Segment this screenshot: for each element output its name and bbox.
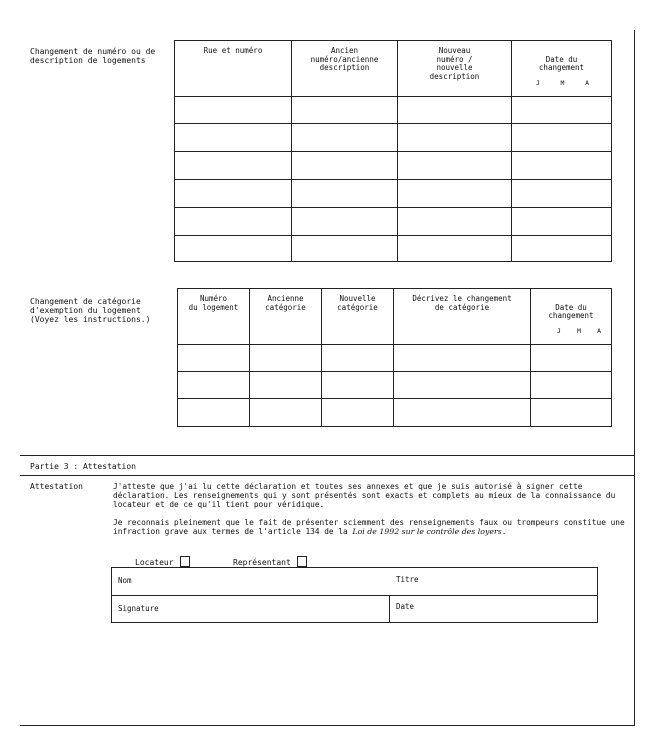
header-nouvelle-categorie: Nouvelle catégorie (322, 289, 394, 345)
attestation-paragraph-2 (113, 518, 633, 536)
signature-box-divider (112, 595, 597, 596)
header-numero-logement: Numéro du logement (178, 289, 250, 345)
table-row (178, 371, 612, 398)
locateur-option (135, 556, 190, 567)
date-label: Date (396, 602, 415, 611)
header-rue-numero: Rue et numéro (175, 41, 292, 97)
cell[interactable] (292, 151, 398, 179)
signature-box (111, 567, 598, 623)
cell[interactable] (512, 151, 612, 179)
header-date-changement-2 (531, 289, 612, 345)
signature-box-vertical (389, 595, 390, 623)
header-date-changement (512, 41, 612, 97)
cell[interactable] (178, 398, 250, 426)
cell[interactable] (398, 96, 512, 123)
cell[interactable] (175, 96, 292, 123)
cell[interactable] (531, 344, 612, 371)
header-date-text: Date du changement (538, 54, 585, 72)
header-decrivez: Décrivez le changement de catégorie (394, 289, 531, 345)
cell[interactable] (512, 235, 612, 261)
cell[interactable] (512, 96, 612, 123)
cell[interactable] (398, 207, 512, 235)
attestation-label: Attestation (30, 482, 83, 491)
cell[interactable] (531, 398, 612, 426)
titre-field[interactable] (396, 575, 596, 593)
cell[interactable] (178, 371, 250, 398)
cell[interactable] (250, 371, 322, 398)
section2-label: Changement de catégorie d'exemption du logement (Voyez les instructions.) (30, 297, 151, 324)
part3-top-rule (20, 455, 635, 456)
cell[interactable] (292, 207, 398, 235)
locateur-checkbox[interactable] (180, 556, 190, 567)
cell[interactable] (292, 235, 398, 261)
cell[interactable] (292, 96, 398, 123)
cell[interactable] (175, 179, 292, 207)
locateur-label: Locateur (135, 558, 174, 567)
cell[interactable] (394, 398, 531, 426)
section1-label: Changement de numéro ou de description de logements (30, 47, 156, 65)
signature-field[interactable] (118, 604, 386, 622)
cell[interactable] (175, 123, 292, 151)
cell[interactable] (398, 179, 512, 207)
cell[interactable] (394, 371, 531, 398)
table-row (175, 151, 612, 179)
date-field[interactable] (396, 602, 596, 620)
attestation-paragraph-1: J'atteste que j'ai lu cette déclaration et toutes ses annexes et que je suis autorisé à signer cette déclaration. Les renseignements qui y sont présentés sont exacts et complets au mieux de la connaissance du locateur et de ce qu'il tient pour véridique. (113, 482, 616, 509)
table-row (175, 179, 612, 207)
cell[interactable] (531, 371, 612, 398)
header-ancienne-categorie: Ancienne catégorie (250, 289, 322, 345)
header-ancien-numero: Ancien numéro/ancienne description (292, 41, 398, 97)
representant-option (233, 556, 307, 567)
cell[interactable] (178, 344, 250, 371)
date-part-m: M (560, 78, 565, 87)
signature-label: Signature (118, 604, 159, 613)
cell[interactable] (512, 123, 612, 151)
date-part-m-2: M (577, 326, 581, 335)
table-row (178, 398, 612, 426)
category-change-table (177, 288, 612, 427)
table-row (175, 235, 612, 261)
cell[interactable] (250, 398, 322, 426)
cell[interactable] (398, 151, 512, 179)
cell[interactable] (512, 179, 612, 207)
cell[interactable] (322, 371, 394, 398)
date-part-a-2: A (597, 326, 601, 335)
law-title: Loi de 1992 sur le contrôle des loyers (352, 527, 502, 536)
cell[interactable] (175, 207, 292, 235)
table-row (178, 344, 612, 371)
cell[interactable] (175, 235, 292, 261)
cell[interactable] (398, 123, 512, 151)
cell[interactable] (292, 179, 398, 207)
representant-label: Représentant (233, 558, 291, 567)
part3-title-rule (20, 475, 635, 476)
part3-title: Partie 3 : Attestation (30, 462, 136, 471)
date-part-j-2: J (557, 326, 561, 335)
cell[interactable] (512, 207, 612, 235)
table-row (175, 123, 612, 151)
header-date-text-2: Date du changement (548, 302, 594, 320)
number-change-table (174, 40, 612, 262)
titre-label: Titre (396, 575, 419, 584)
table-row (175, 96, 612, 123)
cell[interactable] (175, 151, 292, 179)
header-nouveau-numero: Nouveau numéro / nouvelle description (398, 41, 512, 97)
cell[interactable] (250, 344, 322, 371)
date-part-j: J (536, 78, 540, 87)
representant-checkbox[interactable] (297, 556, 307, 567)
cell[interactable] (398, 235, 512, 261)
cell[interactable] (322, 398, 394, 426)
paragraph-2-text: Je reconnais pleinement que le fait de présenter sciemment des renseignements faux ou trompeurs constitue une infraction grave aux termes de l'article 134 de la (113, 518, 625, 536)
nom-field[interactable] (118, 576, 388, 594)
cell[interactable] (292, 123, 398, 151)
cell[interactable] (394, 344, 531, 371)
nom-label: Nom (118, 576, 132, 585)
cell[interactable] (322, 344, 394, 371)
paragraph-2-end: . (501, 527, 507, 536)
table-row (175, 207, 612, 235)
date-part-a: A (585, 78, 589, 87)
